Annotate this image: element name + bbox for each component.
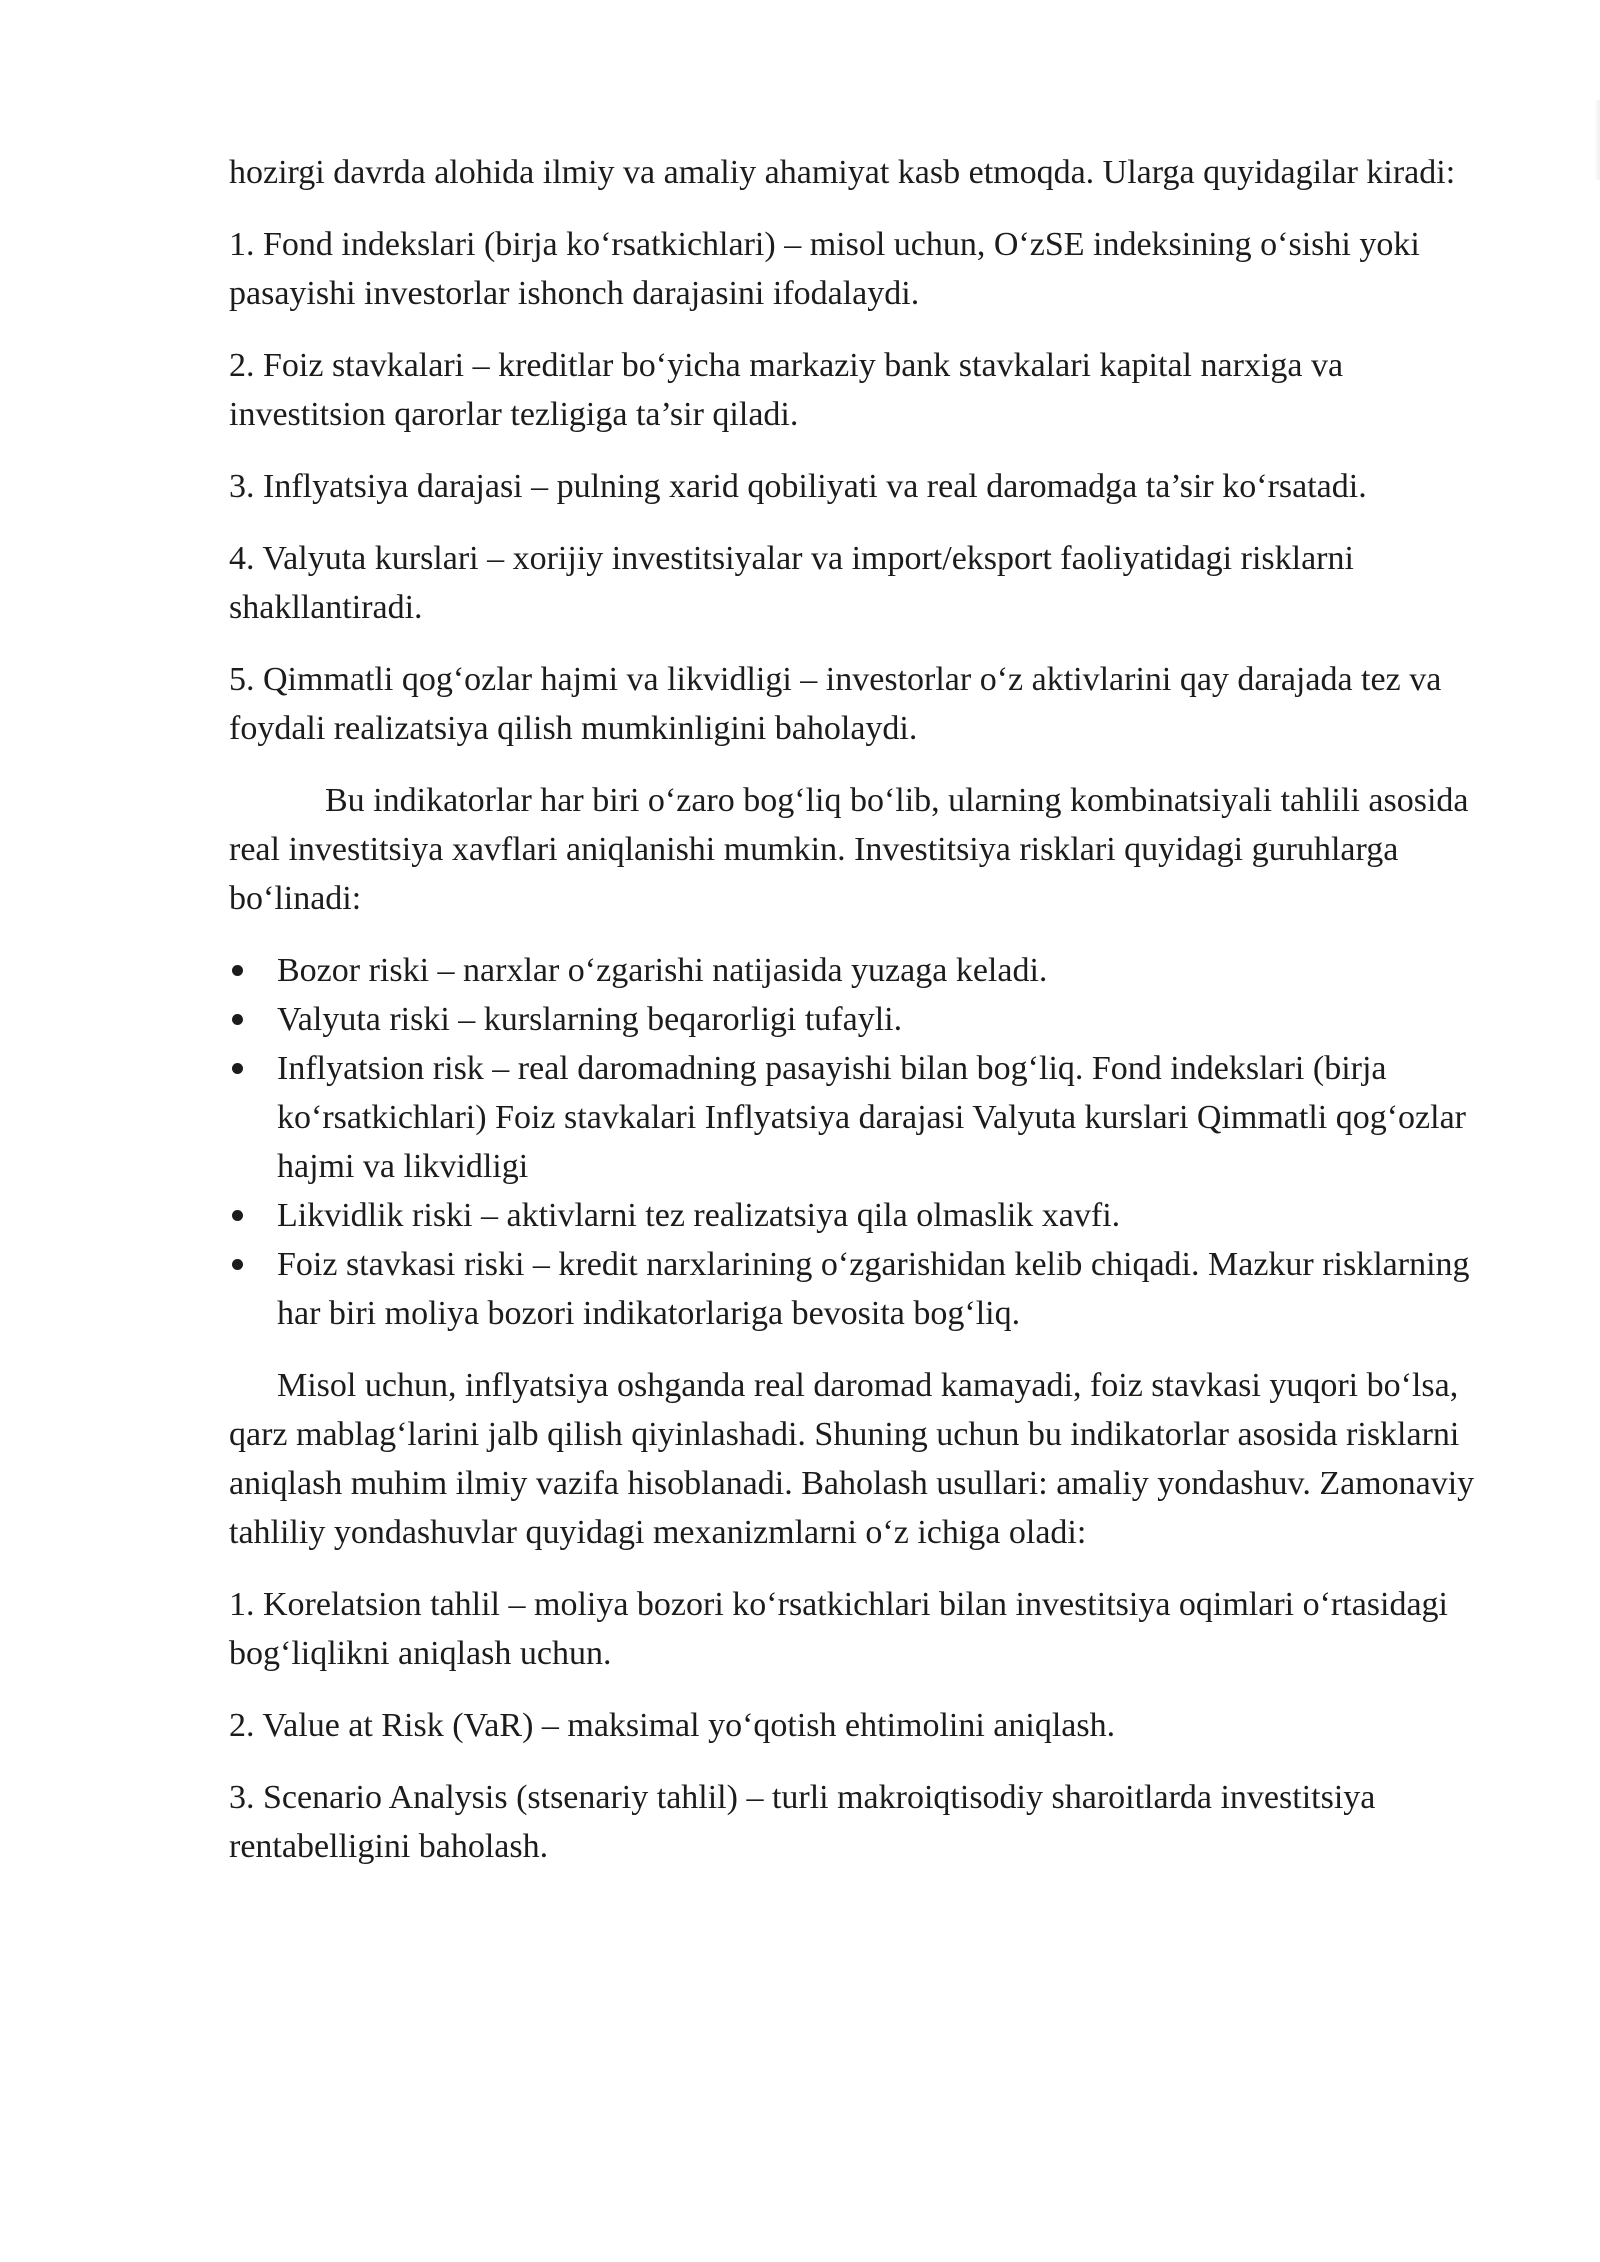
risk-bullet-item (229, 1191, 1489, 1240)
risk-bullet-text: Likvidlik riski – aktivlarni tez realizatsiya qila olmaslik xavfi. (277, 1197, 1121, 1234)
method-item-1: 1. Korelatsion tahlil – moliya bozori ko‘rsatkichlari bilan investitsiya oqimlari o‘rtasidagi bog‘liqlikni aniqlash uchun. (229, 1586, 1449, 1672)
risk-bullet-text: Inflyatsion risk – real daromadning pasayishi bilan bog‘liq. Fond indekslari (birja ko‘rsatkichlari) Foiz stavkalari Inflyatsiya darajasi Valyuta kurslari Qimmatli qog‘ozlar hajmi va likvidligi (277, 1050, 1467, 1185)
document-body (229, 148, 1489, 1894)
example-paragraph: Misol uchun, inflyatsiya oshganda real daromad kamayadi, foiz stavkasi yuqori bo‘lsa, qarz mablag‘larini jalb qilish qiyinlashadi. Shuning uchun bu indikatorlar asosida risklarni aniqlash muhim ilmiy vazifa hisoblanadi. Baholash usullari: amaliy yondashuv. Zamonaviy tahliliy yondashuvlar quyidagi mexanizmlarni o‘z ichiga oladi: (229, 1367, 1475, 1551)
risk-groups-paragraph: Bu indikatorlar har biri o‘zaro bog‘liq bo‘lib, ularning kombinatsiyali tahlili asosida real investitsiya xavflari aniqlanishi mumkin. Investitsiya risklari quyidagi guruhlarga bo‘linadi: (229, 782, 1469, 917)
risk-bullet-text: Foiz stavkasi riski – kredit narxlarining o‘zgarishidan kelib chiqadi. Mazkur risklarning har biri moliya bozori indikatorlariga bevosita bog‘liq. (277, 1246, 1470, 1332)
bullet-icon (232, 965, 243, 976)
indicator-item-5: 5. Qimmatli qog‘ozlar hajmi va likvidligi – investorlar o‘z aktivlarini qay darajada tez va foydali realizatsiya qilish mumkinligini baholaydi. (229, 661, 1442, 747)
bullet-icon (232, 1014, 243, 1025)
indicator-item-2: 2. Foiz stavkalari – kreditlar bo‘yicha markaziy bank stavkalari kapital narxiga va investitsion qarorlar tezligiga ta’sir qiladi. (229, 347, 1344, 433)
method-item-2: 2. Value at Risk (VaR) – maksimal yo‘qotish ehtimolini aniqlash. (229, 1707, 1116, 1744)
bullet-icon (232, 1063, 243, 1074)
indicator-item-1: 1. Fond indekslari (birja ko‘rsatkichlari) – misol uchun, O‘zSE indeksining o‘sishi yoki pasayishi investorlar ishonch darajasini ifodalaydi. (229, 226, 1420, 312)
risk-bullet-list (229, 946, 1489, 1338)
indicator-item-3: 3. Inflyatsiya darajasi – pulning xarid qobiliyati va real daromadga ta’sir ko‘rsatadi. (229, 468, 1367, 505)
risk-bullet-text: Valyuta riski – kurslarning beqarorligi tufayli. (277, 1001, 903, 1038)
indicator-item-4: 4. Valyuta kurslari – xorijiy investitsiyalar va import/eksport faoliyatidagi risklarni shakllantiradi. (229, 540, 1354, 626)
risk-bullet-text: Bozor riski – narxlar o‘zgarishi natijasida yuzaga keladi. (277, 952, 1048, 989)
bullet-icon (232, 1259, 243, 1270)
bullet-icon (232, 1210, 243, 1221)
risk-bullet-item (229, 995, 1489, 1044)
risk-bullet-item (229, 1044, 1489, 1191)
method-item-3: 3. Scenario Analysis (stsenariy tahlil) – turli makroiqtisodiy sharoitlarda investitsiya rentabelligini baholash. (229, 1779, 1376, 1865)
page-edge-shadow (1594, 100, 1600, 180)
risk-bullet-item (229, 1240, 1489, 1338)
risk-bullet-item (229, 946, 1489, 995)
intro-paragraph: hozirgi davrda alohida ilmiy va amaliy ahamiyat kasb etmoqda. Ularga quyidagilar kiradi: (229, 154, 1456, 191)
